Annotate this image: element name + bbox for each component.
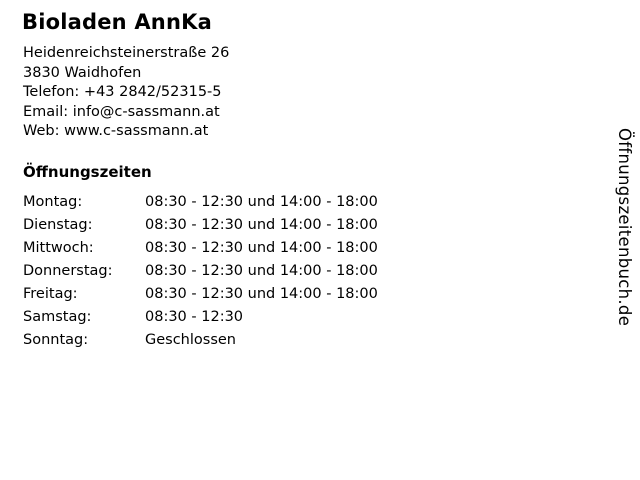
day-label: Dienstag: <box>23 217 93 233</box>
table-row <box>23 286 465 309</box>
table-row <box>23 332 465 355</box>
opening-hours-table <box>23 194 465 355</box>
table-row <box>23 217 465 240</box>
table-row <box>23 194 465 217</box>
day-label: Sonntag: <box>23 332 89 348</box>
time-value: 08:30 - 12:30 und 14:00 - 18:00 <box>145 217 378 233</box>
time-value: Geschlossen <box>145 332 236 348</box>
opening-hours-heading: Öffnungszeiten <box>23 163 152 181</box>
time-value: 08:30 - 12:30 <box>145 309 244 325</box>
day-label: Donnerstag: <box>23 263 113 279</box>
address-line-web: Web: www.c-sassmann.at <box>23 123 209 140</box>
address-line-email: Email: info@c-sassmann.at <box>23 103 220 120</box>
table-row <box>23 263 465 286</box>
day-label: Mittwoch: <box>23 240 94 256</box>
page-title: Bioladen AnnKa <box>22 10 212 34</box>
day-label: Freitag: <box>23 286 78 302</box>
time-value: 08:30 - 12:30 und 14:00 - 18:00 <box>145 240 378 256</box>
watermark-label: Öffnungszeitenbuch.de <box>615 128 634 327</box>
time-value: 08:30 - 12:30 und 14:00 - 18:00 <box>145 194 378 210</box>
time-value: 08:30 - 12:30 und 14:00 - 18:00 <box>145 286 378 302</box>
table-row <box>23 240 465 263</box>
address-line-street: Heidenreichsteinerstraße 26 <box>23 45 230 61</box>
address-block <box>23 44 229 142</box>
address-line-phone: Telefon: +43 2842/52315-5 <box>23 84 222 101</box>
time-value: 08:30 - 12:30 und 14:00 - 18:00 <box>145 263 378 279</box>
day-label: Montag: <box>23 194 83 210</box>
table-row <box>23 309 465 332</box>
address-line-city: 3830 Waidhofen <box>23 64 142 81</box>
day-label: Samstag: <box>23 309 92 325</box>
